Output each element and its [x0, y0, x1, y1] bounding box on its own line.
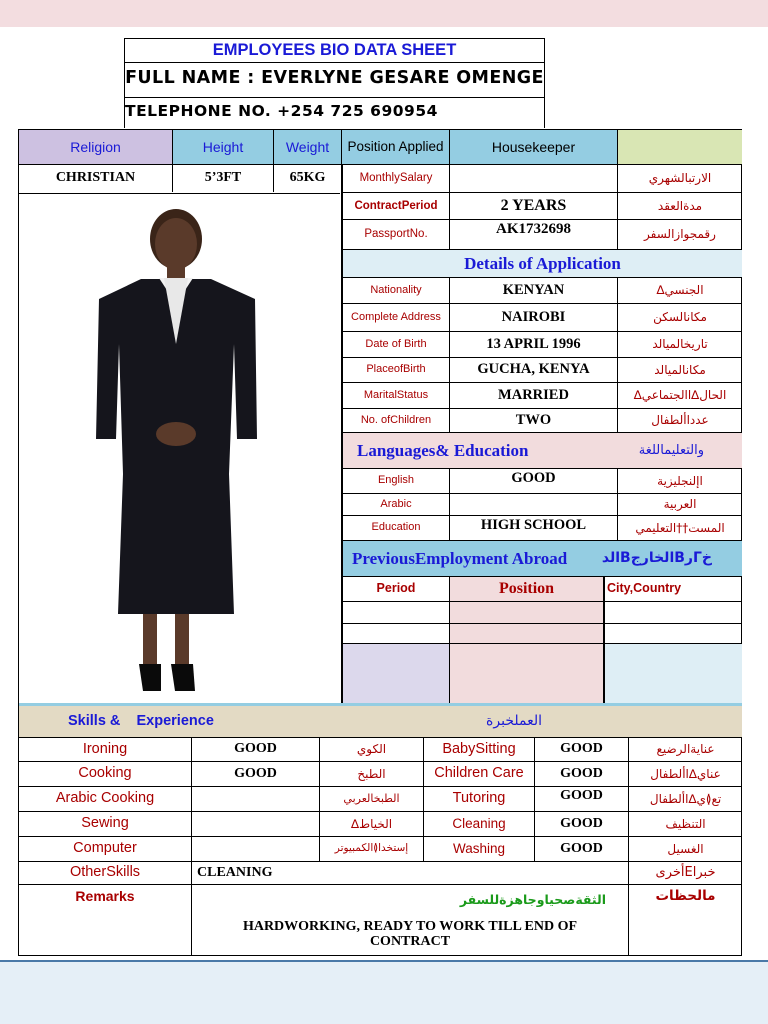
monthly-salary-ar: الارتبالشهري [617, 164, 742, 192]
top-band [0, 0, 768, 27]
skill-cooking-value: GOOD [191, 761, 319, 786]
monthly-salary-label: MonthlySalary [341, 164, 449, 192]
height-label: Height [172, 130, 273, 164]
contract-period-ar: مدةالعقد [617, 192, 742, 219]
remarks-label: Remarks [19, 884, 191, 955]
skill-tutoring-value: GOOD [534, 786, 628, 811]
skill-cooking-ar: الطبخ [319, 761, 423, 786]
skills-heading-row [19, 703, 742, 737]
skill-arabic-cooking-ar: الطبخالعربي [319, 786, 423, 811]
skill-washing-ar: الغسيل [628, 836, 742, 861]
skill-ironing-ar: الكوي [319, 737, 423, 761]
skills-heading: Skills & Experience [68, 712, 214, 729]
english-label: English [341, 468, 449, 493]
other-skills-label: OtherSkills [19, 861, 191, 884]
employment-row2-position [449, 623, 603, 643]
arabic-label: Arabic [341, 493, 449, 515]
marital-label: MaritalStatus [341, 382, 449, 408]
education-label: Education [341, 515, 449, 540]
employment-row3-position [449, 643, 603, 703]
religion-value: CHRISTIAN [19, 164, 172, 192]
nationality-ar: الجنسي∆ [617, 277, 742, 303]
address-value: NAIROBI [449, 303, 617, 331]
skill-children-care-ar: عناي∆األطفال [628, 761, 742, 786]
sheet-title: EMPLOYEES BIO DATA SHEET [124, 38, 545, 63]
weight-value: 65KG [273, 164, 341, 192]
english-ar: اإلنجليزية [617, 468, 742, 493]
employment-row3-city [603, 643, 742, 703]
employment-row3-period [341, 643, 449, 703]
skill-cooking: Cooking [19, 761, 191, 786]
education-ar: المست††التعليمي [617, 515, 742, 540]
employment-row1-position [449, 601, 603, 623]
employment-heading-ar: خΓرBالخارجBالد [601, 550, 712, 567]
dob-value: 13 APRIL 1996 [449, 331, 617, 357]
position-label: Position Applied [341, 130, 449, 164]
address-label: Complete Address [341, 303, 449, 331]
languages-heading-row [341, 432, 742, 468]
skill-babysitting: BabySitting [423, 737, 534, 761]
skill-cleaning: Cleaning [423, 811, 534, 836]
employment-heading: PreviousEmployment Abroad [352, 548, 568, 568]
employment-heading-row [341, 540, 742, 576]
remarks-green-row [191, 884, 628, 914]
skill-babysitting-ar: عنايةالرضيع [628, 737, 742, 761]
nationality-value: KENYAN [449, 277, 617, 303]
children-label: No. ofChildren [341, 408, 449, 432]
full-name: FULL NAME : EVERLYNE GESARE OMENGE [124, 63, 545, 98]
languages-heading: Languages& Education [357, 440, 529, 460]
pob-ar: مكانالميالد [617, 357, 742, 382]
skill-washing: Washing [423, 836, 534, 861]
pob-value: GUCHA, KENYA [449, 357, 617, 382]
height-value: 5’3FT [172, 164, 273, 192]
skill-sewing: Sewing [19, 811, 191, 836]
skill-cleaning-value: GOOD [534, 811, 628, 836]
education-value: HIGH SCHOOL [449, 515, 617, 540]
remarks-value: HARDWORKING, READY TO WORK TILL END OF CONTRACT [191, 914, 628, 955]
bottom-band [0, 960, 768, 1024]
skill-tutoring: Tutoring [423, 786, 534, 811]
marital-value: MARRIED [449, 382, 617, 408]
telephone: TELEPHONE NO. +254 725 690954 [124, 98, 545, 128]
employment-row1-period [341, 601, 449, 623]
position-value: Housekeeper [449, 130, 617, 164]
employment-row2-period [341, 623, 449, 643]
arabic-value [449, 493, 617, 515]
skill-ironing-value: GOOD [191, 737, 319, 761]
pob-label: PlaceofBirth [341, 357, 449, 382]
other-skills-value: CLEANING [191, 861, 628, 884]
dob-ar: تاريخالميالد [617, 331, 742, 357]
monthly-salary-value [449, 164, 617, 192]
applicant-photo [19, 193, 340, 703]
skill-computer-value [191, 836, 319, 861]
position-col-label: Position [449, 576, 603, 601]
skill-washing-value: GOOD [534, 836, 628, 861]
children-value: TWO [449, 408, 617, 432]
employment-row1-city [603, 601, 742, 623]
dob-label: Date of Birth [341, 331, 449, 357]
skill-children-care-value: GOOD [534, 761, 628, 786]
skill-ironing: Ironing [19, 737, 191, 761]
skill-children-care: Children Care [423, 761, 534, 786]
other-skills-ar: خبراEأخرى [628, 861, 742, 884]
religion-label: Religion [19, 130, 172, 164]
remarks-green: الثقةصحياوجاهزةللسفر [459, 891, 606, 907]
skill-computer-ar: إستخدا≬الكمبيوتر [319, 836, 423, 861]
marital-ar: الحال∆االجتماعي∆ [617, 382, 742, 408]
passport-value: AK1732698 [449, 219, 617, 249]
passport-label: PassportNo. [341, 219, 449, 249]
remarks-ar: مالحظات [655, 888, 716, 904]
period-label: Period [341, 576, 449, 601]
address-ar: مكانالسكن [617, 303, 742, 331]
skill-arabic-cooking-value [191, 786, 319, 811]
remarks-ar-cell [628, 884, 742, 955]
employment-row2-city [603, 623, 742, 643]
children-ar: عدداألطفال [617, 408, 742, 432]
skill-sewing-ar: الخياط∆ [319, 811, 423, 836]
skill-tutoring-ar: تع≬ي∆األطفال [628, 786, 742, 811]
bio-data-grid [18, 129, 742, 956]
contract-period-label: ContractPeriod [341, 192, 449, 219]
skill-cleaning-ar: التنظيف [628, 811, 742, 836]
skills-heading-ar: العملخبرة [486, 713, 542, 730]
skill-sewing-value [191, 811, 319, 836]
position-extra [617, 130, 742, 164]
details-heading: Details of Application [341, 249, 742, 277]
languages-heading-ar: والتعليماللغة [638, 442, 704, 458]
city-country-label: City,Country [603, 576, 742, 601]
arabic-ar: العربية [617, 493, 742, 515]
nationality-label: Nationality [341, 277, 449, 303]
skill-computer: Computer [19, 836, 191, 861]
weight-label: Weight [273, 130, 341, 164]
passport-ar: رقمجوازالسفر [617, 219, 742, 249]
skill-babysitting-value: GOOD [534, 737, 628, 761]
contract-period-value: 2 YEARS [449, 192, 617, 219]
english-value: GOOD [449, 468, 617, 493]
skill-arabic-cooking: Arabic Cooking [19, 786, 191, 811]
